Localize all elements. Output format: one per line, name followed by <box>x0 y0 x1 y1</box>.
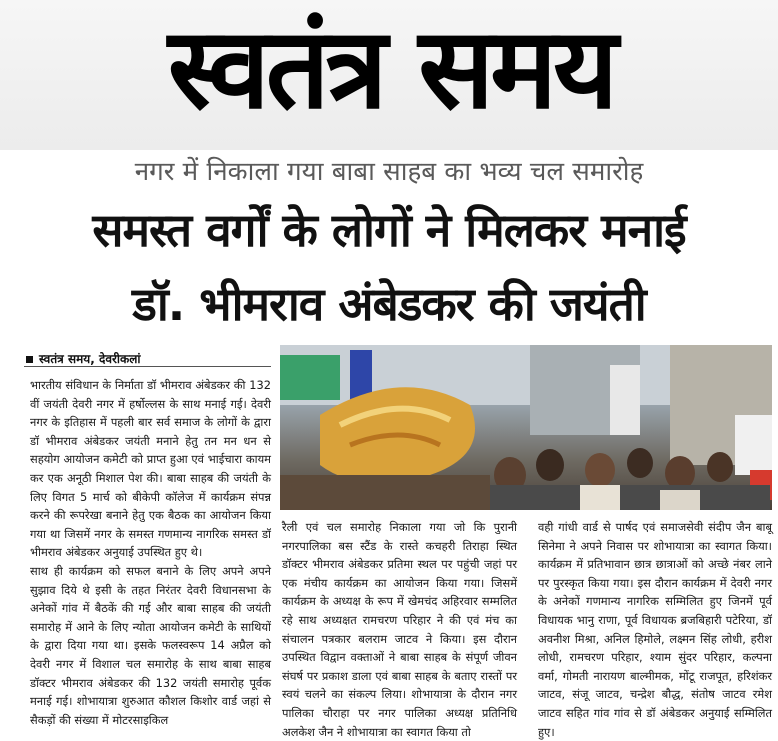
article-column-1 <box>30 376 271 729</box>
article-column-3 <box>538 518 772 741</box>
byline <box>26 350 141 367</box>
byline-rule <box>24 366 271 367</box>
article-column-2 <box>282 518 517 741</box>
masthead <box>0 0 778 150</box>
byline-text: स्वतंत्र समय, देवरीकलां <box>39 352 141 366</box>
procession-photo-illustration <box>280 345 772 510</box>
bullet-square-icon <box>26 356 33 363</box>
article-headline-line1: समस्त वर्गों के लोगों ने मिलकर मनाई <box>92 203 686 257</box>
article-subheadline: नगर में निकाला गया बाबा साहब का भव्य चल समारोह <box>134 157 644 187</box>
article-headline-line2: डॉ. भीमराव अंबेडकर की जयंती <box>132 277 646 331</box>
column1-paragraph1: भारतीय संविधान के निर्माता डॉ भीमराव अंबेडकर की 132 वीं जयंती देवरी नगर में हर्षोल्लस के साथ मनाई गई। देवरी नगर के इतिहास में पहली बार सर्व समाज के लोगों के द्वारा डॉ भीमराव अंबेडकर जयंती मनाने हेतु तन मन धन से सहयोग आयोजन कमेटी को प्राप्त हुआ एवं भाईचारा कायम कर एक अनूठी मिशाल पेश की। बाबा साहब की जयंती के लिए विगत 5 मार्च को बीकेपी कॉलेज में कार्यक्रम संपन्न करने की रूपरेखा बनाने हेतु एक बैठक का आयोजन किया गया था जिसमें नगर के समस्त गणमान्य नागरिक समस्त डॉ भीमराव अंबेडकर अनुयाई उपस्थित हुए थे। <box>30 378 271 560</box>
newspaper-title: स्वतंत्र समय <box>167 4 615 134</box>
column2-paragraph: रैली एवं चल समारोह निकाला गया जो कि पुरानी नगरपालिका बस स्टैंड के रास्ते कचहरी तिराहा स्थित डॉक्टर भीमराव अंबेडकर प्रतिमा स्थल पर पहुंची जहां पर एक मंचीय कार्यक्रम का आयोजन किया गया। जिसमें कार्यक्रम के अध्यक्ष के रूप में खेमचंद अहिरवार सम्मलित रहे साथ अध्यक्षत रामचरण परिहार ने की एवं मंच का संचालन पत्रकार बलराम जाटव ने किया। इस दौरान उपस्थित विद्वान वक्ताओं ने बाबा साहब के संपूर्ण जीवन संघर्ष पर प्रकाश डाला एवं बाबा साहब के बताए रास्तों पर स्वयं चलने का संकल्प लिया। शोभायात्रा के दौरान नगर पालिका चौराहा पर नगर पालिका अध्यक्ष प्रतिनिधि अलकेश जैन ने शोभायात्रा का स्वागत किया तो <box>282 520 517 739</box>
column3-paragraph: वही गांधी वार्ड से पार्षद एवं समाजसेवी संदीप जैन बाबू सिनेमा ने अपने निवास पर शोभायात्रा का स्वागत किया। कार्यक्रम में प्रतिभावान छात्र छात्राओं को अच्छे नंबर लाने पर पुरस्कृत किया गया। इस दौरान कार्यक्रम में देवरी नगर के अनेकों गणमान्य नागरिक सम्मिलित हुए जिनमें पूर्व विधायक भानु राणा, पूर्व विधायक ब्रजबिहारी पटेरिया, डॉ अवनीश मिश्रा, अनिल हिमोले, लक्ष्मन सिंह लोधी, हरीश लोधी, रामचरण परिहार, श्याम सुंदर परिहार, कल्पना वर्मा, गोमती नारायण बाल्मीमक, मोंटू राजपूत, हरिशंकर जाटव, संजू जाटव, चन्द्रेश बौद्ध, संतोष जाटव रमेश जाटव सहित गांव गांव से डॉ अंबेडकर अनुयाई सम्मिलित हुए। <box>538 520 772 739</box>
procession-photo <box>280 345 772 510</box>
column1-paragraph2: साथ ही कार्यक्रम को सफल बनाने के लिए अपने अपने सुझाव दिये थे इसी के तहत निरंतर देवरी विधानसभा के अनेकों गांव में बैठकें की गई और बाबा साहब की जयंती समारोह में आने के लिए न्योता आयोजन कमेटी के साथियों के द्वारा दिया गया था। इसके फलस्वरूप 14 अप्रैल को देवरी नगर में विशाल चल समारोह के साथ बाबा साहब डॉक्टर भीमराव अंबेडकर की 132 जयंती समारोह पूर्वक मनाई गई। शोभायात्रा शुरुआत कौशल किशोर वार्ड जहां से सैकड़ों की संख्या में मोटरसाइकिल <box>30 563 271 727</box>
